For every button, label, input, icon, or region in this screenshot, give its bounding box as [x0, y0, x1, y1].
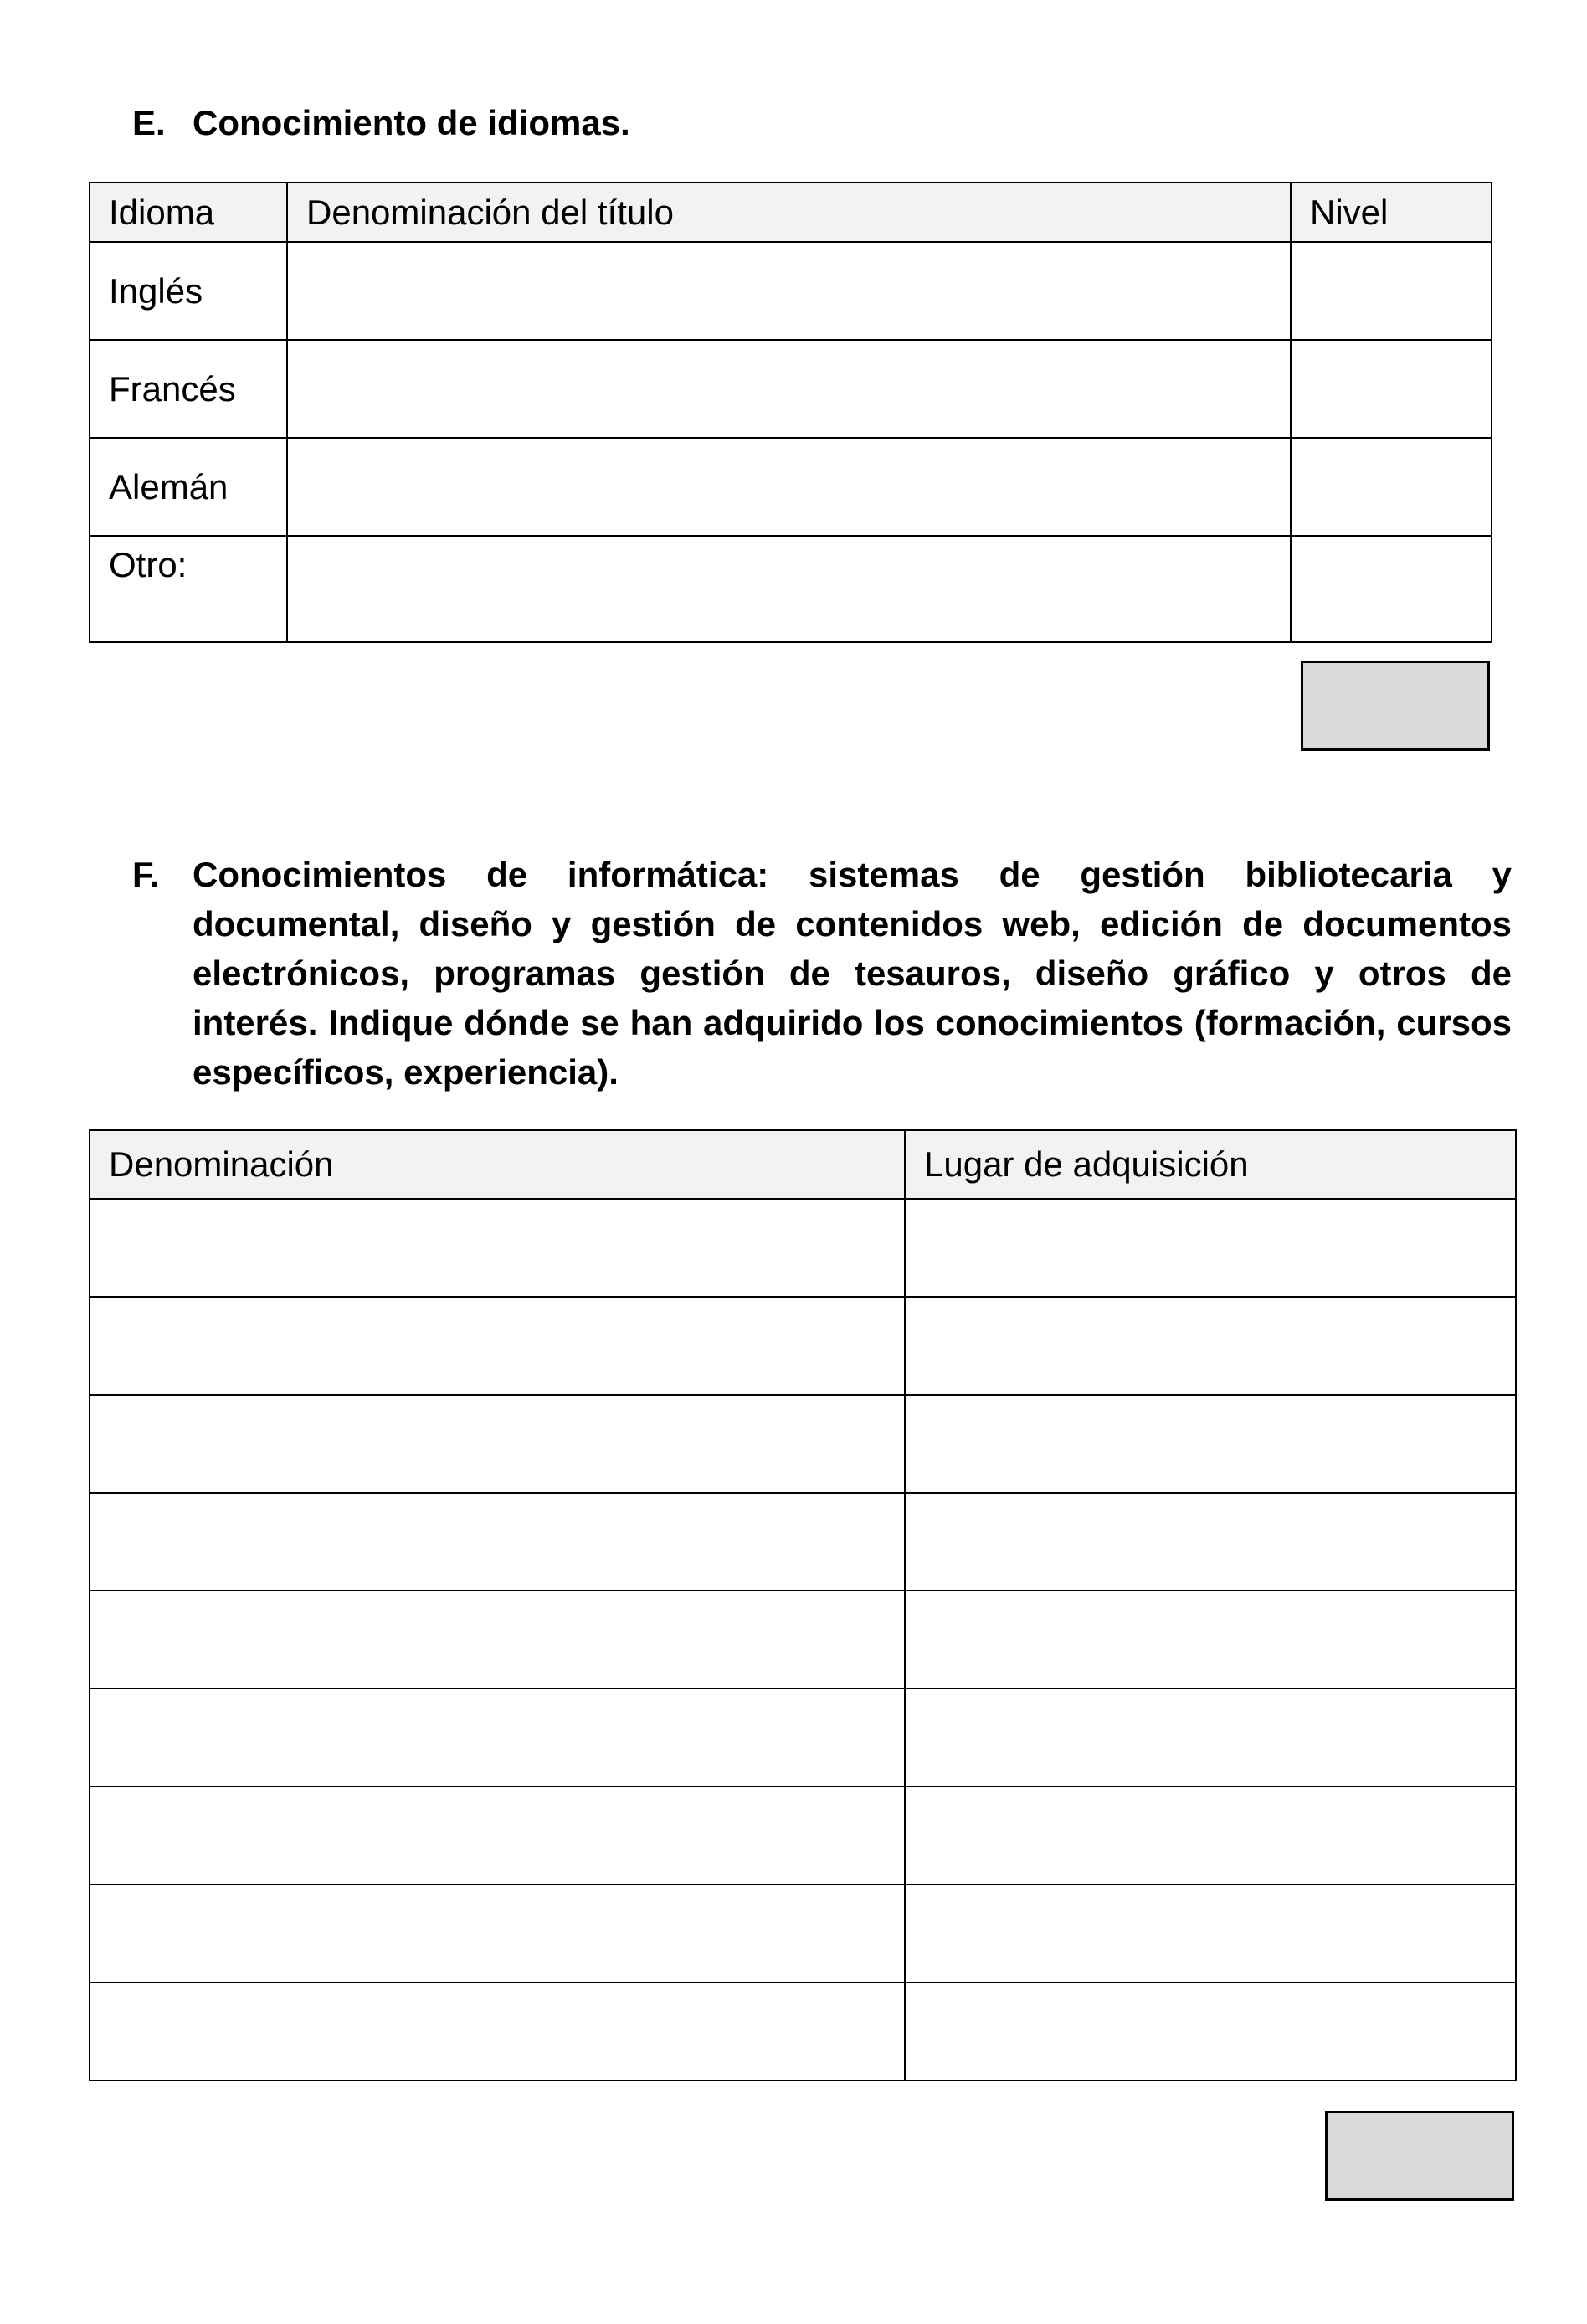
language-label: Francés	[90, 340, 287, 438]
table-row	[90, 1982, 1516, 2080]
table-row	[90, 1395, 1516, 1493]
table-row	[90, 1297, 1516, 1395]
place-cell[interactable]	[905, 1493, 1516, 1591]
section-e-heading	[132, 98, 1505, 148]
table-row	[90, 438, 1492, 536]
languages-table-header	[90, 183, 1492, 242]
language-label[interactable]: Otro:	[90, 536, 287, 642]
title-cell[interactable]	[287, 340, 1291, 438]
section-f-letter: F.	[132, 855, 160, 894]
column-header-lugar: Lugar de adquisición	[905, 1130, 1516, 1199]
place-cell[interactable]	[905, 1982, 1516, 2080]
column-header-titulo: Denominación del título	[287, 183, 1291, 242]
table-row	[90, 1884, 1516, 1982]
computing-table-header	[90, 1130, 1516, 1199]
denomination-cell[interactable]	[90, 1199, 905, 1297]
table-row	[90, 242, 1492, 340]
section-f-heading	[132, 850, 1513, 1101]
level-cell[interactable]	[1291, 438, 1492, 536]
column-header-idioma: Idioma	[90, 183, 287, 242]
place-cell[interactable]	[905, 1787, 1516, 1884]
place-cell[interactable]	[905, 1884, 1516, 1982]
column-header-nivel: Nivel	[1291, 183, 1492, 242]
denomination-cell[interactable]	[90, 1591, 905, 1689]
section-f-score-box[interactable]	[1325, 2111, 1514, 2201]
language-label: Inglés	[90, 242, 287, 340]
languages-table	[89, 182, 1492, 643]
level-cell[interactable]	[1291, 340, 1492, 438]
table-row	[90, 1591, 1516, 1689]
table-row	[90, 536, 1492, 642]
level-cell[interactable]	[1291, 242, 1492, 340]
language-label: Alemán	[90, 438, 287, 536]
denomination-cell[interactable]	[90, 1493, 905, 1591]
denomination-cell[interactable]	[90, 1787, 905, 1884]
table-row	[90, 1493, 1516, 1591]
place-cell[interactable]	[905, 1199, 1516, 1297]
place-cell[interactable]	[905, 1395, 1516, 1493]
column-header-denominacion: Denominación	[90, 1130, 905, 1199]
level-cell[interactable]	[1291, 536, 1492, 642]
denomination-cell[interactable]	[90, 1395, 905, 1493]
table-row	[90, 1199, 1516, 1297]
computing-skills-table	[89, 1129, 1517, 2081]
denomination-cell[interactable]	[90, 1982, 905, 2080]
denomination-cell[interactable]	[90, 1884, 905, 1982]
table-row	[90, 340, 1492, 438]
title-cell[interactable]	[287, 242, 1291, 340]
denomination-cell[interactable]	[90, 1689, 905, 1787]
place-cell[interactable]	[905, 1297, 1516, 1395]
section-e-score-box[interactable]	[1301, 661, 1490, 751]
place-cell[interactable]	[905, 1689, 1516, 1787]
section-f-title: Conocimientos de informática: sistemas de gestión bibliotecaria y documental, diseño y gestión de contenidos web, edición de documentos electrónicos, programas gestión de tesauros, diseño gráfico y otros de interés. Indique dónde se han adquirido los conocimientos (formación, cursos específicos, experiencia).	[193, 855, 1512, 1092]
table-row	[90, 1689, 1516, 1787]
title-cell[interactable]	[287, 438, 1291, 536]
table-row	[90, 1787, 1516, 1884]
denomination-cell[interactable]	[90, 1297, 905, 1395]
section-e-letter: E.	[132, 103, 166, 142]
section-e-title: Conocimiento de idiomas.	[193, 103, 630, 142]
title-cell[interactable]	[287, 536, 1291, 642]
place-cell[interactable]	[905, 1591, 1516, 1689]
